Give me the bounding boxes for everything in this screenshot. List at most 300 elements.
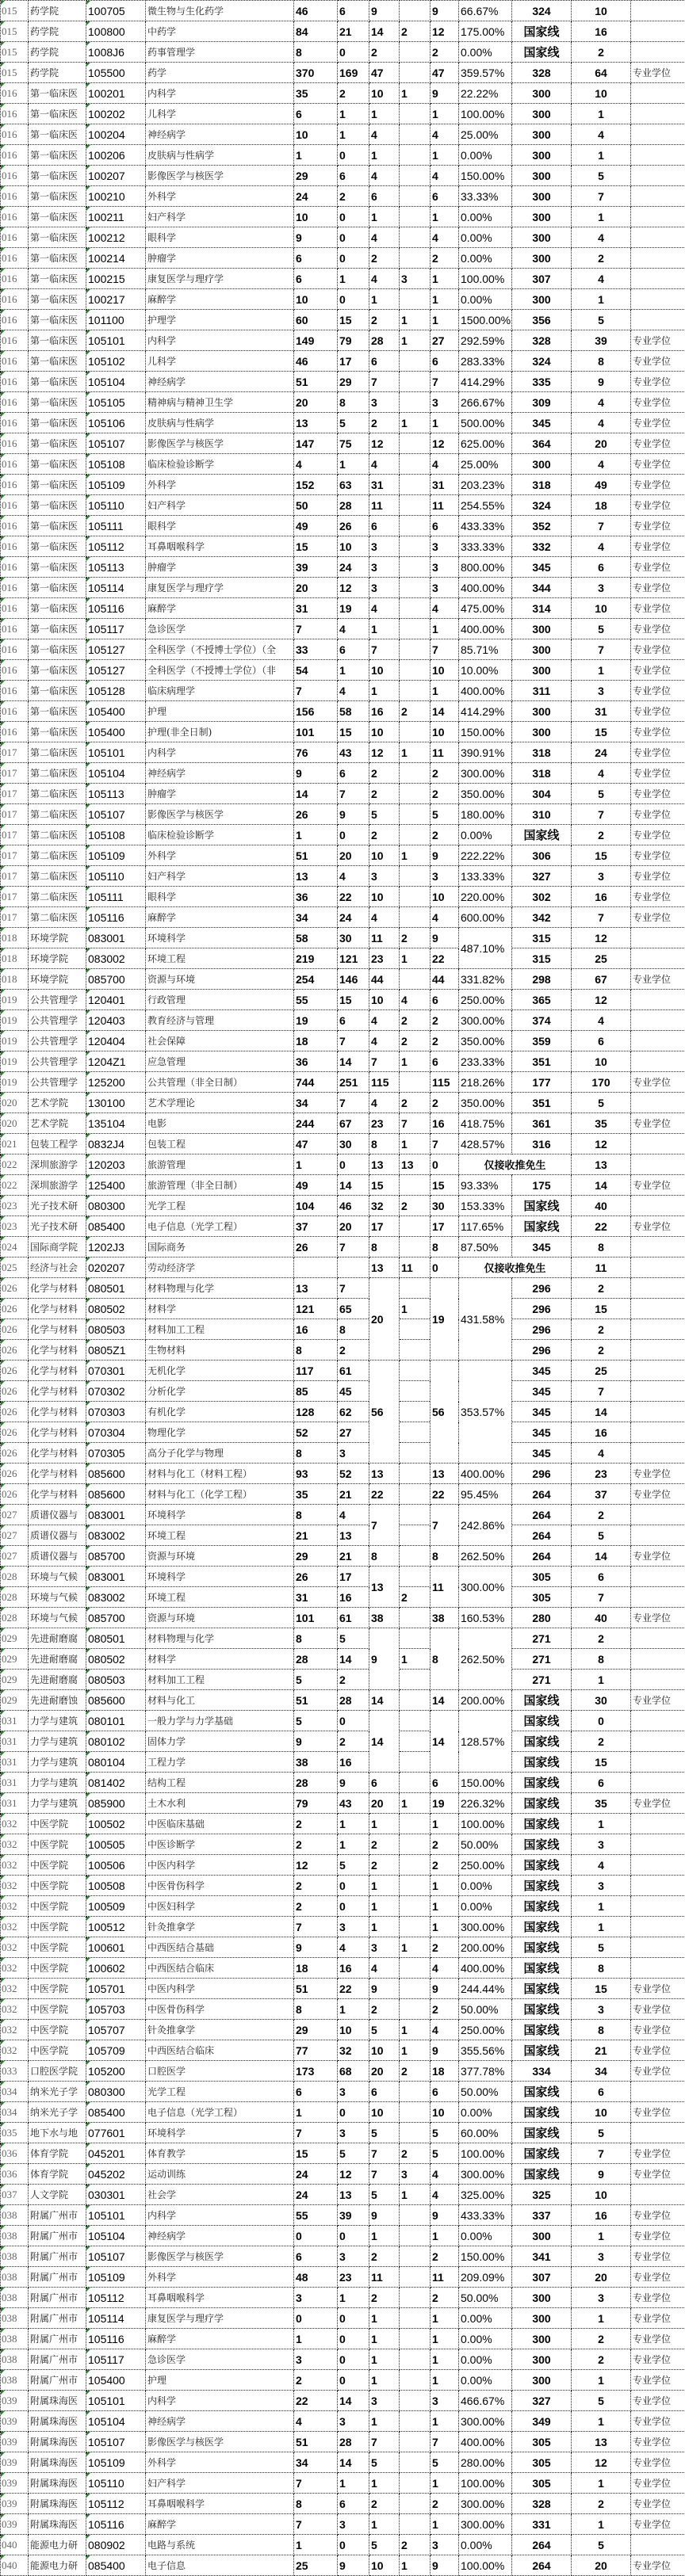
exempt-cell xyxy=(400,578,431,598)
ratio-cell: 300.00% xyxy=(459,763,512,784)
exempt-cell: 2 xyxy=(400,1031,431,1051)
exam-quota-cell: 22 xyxy=(431,1484,459,1505)
applicants-cell: 22 xyxy=(294,2391,338,2411)
score-line-cell: 300 xyxy=(512,660,572,681)
quota-cell: 13 xyxy=(369,1567,400,1608)
qualified-cell: 16 xyxy=(338,1958,369,1979)
exam-quota-cell: 8 xyxy=(431,1628,459,1690)
major-name-cell: 中医内科学 xyxy=(146,1979,294,1999)
major-name-cell: 中医骨伤科学 xyxy=(146,1999,294,2020)
major-name-cell: 临床检验诊断学 xyxy=(146,454,294,475)
exam-quota-cell: 14 xyxy=(431,1690,459,1711)
admitted-cell: 3 xyxy=(572,1999,631,2020)
major-code-cell: 045201 xyxy=(86,2143,146,2164)
exempt-cell xyxy=(400,1690,431,1711)
admitted-cell: 7 xyxy=(572,804,631,825)
college-code-cell: 031 xyxy=(1,1711,29,1731)
admitted-cell: 3 xyxy=(572,578,631,598)
college-code-cell: 026 xyxy=(1,1340,29,1361)
admitted-cell: 0 xyxy=(572,1711,631,1731)
score-line-cell: 271 xyxy=(512,1628,572,1649)
exempt-cell xyxy=(400,2226,431,2246)
admitted-cell: 4 xyxy=(572,227,631,248)
degree-type-cell xyxy=(631,1834,685,1855)
ratio-cell: 0.00% xyxy=(459,825,512,845)
degree-type-cell xyxy=(631,1237,685,1257)
degree-type-cell xyxy=(631,1814,685,1834)
ratio-cell: 10.00% xyxy=(459,660,512,681)
ratio-cell: 0.00% xyxy=(459,2308,512,2329)
table-row xyxy=(1,845,685,866)
college-name-cell: 第二临床医 xyxy=(29,763,86,784)
major-code-cell: 105128 xyxy=(86,681,146,701)
college-name-cell: 附属广州市 xyxy=(29,2308,86,2329)
major-code-cell: 070305 xyxy=(86,1443,146,1464)
admitted-cell: 4 xyxy=(572,454,631,475)
admitted-cell: 5 xyxy=(572,2391,631,2411)
college-name-cell: 附属珠海医 xyxy=(29,2432,86,2452)
qualified-cell: 68 xyxy=(338,2061,369,2082)
exam-quota-cell: 1 xyxy=(431,269,459,289)
ratio-cell: 350.00% xyxy=(459,1093,512,1113)
exam-quota-cell: 115 xyxy=(431,1072,459,1093)
admitted-cell: 5 xyxy=(572,1093,631,1113)
degree-type-cell xyxy=(631,948,685,969)
applicants-cell: 8 xyxy=(294,1999,338,2020)
qualified-cell: 22 xyxy=(338,887,369,907)
admitted-cell: 20 xyxy=(572,433,631,454)
qualified-cell: 29 xyxy=(338,372,369,392)
college-name-cell: 第二临床医 xyxy=(29,804,86,825)
applicants-cell: 13 xyxy=(294,866,338,887)
exam-quota-cell: 19 xyxy=(431,1793,459,1814)
exam-quota-cell: 6 xyxy=(431,2082,459,2102)
table-row xyxy=(1,310,685,330)
exam-quota-cell: 10 xyxy=(431,2102,459,2123)
score-line-cell: 365 xyxy=(512,990,572,1010)
score-line-cell: 349 xyxy=(512,2411,572,2432)
qualified-cell: 30 xyxy=(338,928,369,948)
score-line-cell: 309 xyxy=(512,392,572,413)
table-row xyxy=(1,763,685,784)
admitted-cell: 10 xyxy=(572,2185,631,2205)
qualified-cell: 14 xyxy=(338,1051,369,1072)
exam-quota-cell: 2 xyxy=(431,763,459,784)
admitted-cell: 4 xyxy=(572,1855,631,1876)
ratio-cell: 0.00% xyxy=(459,2226,512,2246)
college-name-cell: 附属珠海医 xyxy=(29,2452,86,2473)
score-line-cell: 305 xyxy=(512,2473,572,2494)
degree-type-cell xyxy=(631,1340,685,1361)
exempt-cell xyxy=(400,969,431,990)
exam-quota-cell: 19 xyxy=(431,1278,459,1361)
exam-quota-cell: 56 xyxy=(431,1361,459,1464)
ratio-cell: 233.33% xyxy=(459,1051,512,1072)
applicants-cell: 19 xyxy=(294,1010,338,1031)
major-name-cell: 精神病与精神卫生学 xyxy=(146,392,294,413)
degree-type-cell: 专业学位 xyxy=(631,681,685,701)
applicants-cell: 31 xyxy=(294,598,338,619)
major-name-cell: 中医骨伤科学 xyxy=(146,1876,294,1896)
score-line-cell: 325 xyxy=(512,2185,572,2205)
qualified-cell: 27 xyxy=(338,1422,369,1443)
college-code-cell: 038 xyxy=(1,2205,29,2226)
major-code-cell: 080503 xyxy=(86,1670,146,1690)
score-line-cell: 300 xyxy=(512,2288,572,2308)
qualified-cell: 6 xyxy=(338,1010,369,1031)
ratio-cell: 仅接收推免生 xyxy=(459,1257,572,1278)
major-name-cell: 针灸推拿学 xyxy=(146,2020,294,2040)
exempt-cell xyxy=(400,2411,431,2432)
score-line-cell: 271 xyxy=(512,1649,572,1670)
major-name-cell: 麻醉学 xyxy=(146,598,294,619)
table-row xyxy=(1,2432,685,2452)
applicants-cell: 49 xyxy=(294,516,338,536)
degree-type-cell: 专业学位 xyxy=(631,2102,685,2123)
applicants-cell: 79 xyxy=(294,1793,338,1814)
major-code-cell: 120403 xyxy=(86,1010,146,1031)
exempt-cell xyxy=(400,1546,431,1567)
degree-type-cell xyxy=(631,269,685,289)
college-name-cell: 附属珠海医 xyxy=(29,2494,86,2514)
degree-type-cell xyxy=(631,1010,685,1031)
degree-type-cell xyxy=(631,124,685,145)
major-name-cell: 外科学 xyxy=(146,2267,294,2288)
exempt-cell xyxy=(400,825,431,845)
score-line-cell: 316 xyxy=(512,1134,572,1154)
admitted-cell: 8 xyxy=(572,1958,631,1979)
major-name-cell: 公共管理（非全日制） xyxy=(146,1072,294,1093)
score-line-cell: 296 xyxy=(512,1278,572,1299)
college-name-cell: 深圳旅游学 xyxy=(29,1175,86,1196)
degree-type-cell xyxy=(631,1711,685,1731)
admitted-cell: 6 xyxy=(572,2082,631,2102)
major-code-cell: 070302 xyxy=(86,1381,146,1402)
admitted-cell: 6 xyxy=(572,1773,631,1793)
quota-cell: 9 xyxy=(369,1979,400,1999)
degree-type-cell xyxy=(631,1937,685,1958)
applicants-cell: 26 xyxy=(294,804,338,825)
quota-cell: 13 xyxy=(369,1154,400,1175)
college-code-cell: 016 xyxy=(1,495,29,516)
quota-cell: 7 xyxy=(369,2143,400,2164)
college-code-cell: 032 xyxy=(1,1834,29,1855)
applicants-cell: 93 xyxy=(294,1464,338,1484)
major-code-cell: 105703 xyxy=(86,1999,146,2020)
applicants-cell: 2 xyxy=(294,1876,338,1896)
quota-cell: 1 xyxy=(369,289,400,310)
major-name-cell: 电子信息（光学工程） xyxy=(146,2102,294,2123)
ratio-cell: 153.33% xyxy=(459,1196,512,1216)
ratio-cell: 0.00% xyxy=(459,227,512,248)
admitted-cell: 1 xyxy=(572,2226,631,2246)
admitted-cell: 10 xyxy=(572,83,631,104)
admitted-cell: 25 xyxy=(572,1361,631,1381)
major-name-cell: 妇产科学 xyxy=(146,2473,294,2494)
admitted-cell: 1 xyxy=(572,104,631,124)
applicants-cell: 1 xyxy=(294,145,338,166)
exempt-cell xyxy=(400,1505,431,1525)
table-row xyxy=(1,2473,685,2494)
major-code-cell: 080503 xyxy=(86,1319,146,1340)
college-code-cell: 016 xyxy=(1,248,29,269)
major-code-cell: 100505 xyxy=(86,1834,146,1855)
exam-quota-cell: 1 xyxy=(431,2329,459,2349)
exempt-cell xyxy=(400,1567,431,1587)
college-name-cell: 药学院 xyxy=(29,1,86,21)
qualified-cell: 24 xyxy=(338,907,369,928)
admitted-cell: 4 xyxy=(572,536,631,557)
applicants-cell: 152 xyxy=(294,475,338,495)
applicants-cell: 18 xyxy=(294,1958,338,1979)
exempt-cell xyxy=(400,1361,431,1381)
admitted-cell: 2 xyxy=(572,2329,631,2349)
applicants-cell: 29 xyxy=(294,1546,338,1567)
score-line-cell: 296 xyxy=(512,1319,572,1340)
major-name-cell: 材料学 xyxy=(146,1299,294,1319)
exempt-cell xyxy=(400,2494,431,2514)
applicants-cell: 36 xyxy=(294,1051,338,1072)
score-line-cell: 300 xyxy=(512,639,572,660)
ratio-cell: 300.00% xyxy=(459,2164,512,2185)
college-code-cell: 019 xyxy=(1,1051,29,1072)
major-code-cell: 105101 xyxy=(86,330,146,351)
exempt-cell: 4 xyxy=(400,990,431,1010)
qualified-cell: 22 xyxy=(338,1979,369,1999)
admitted-cell: 16 xyxy=(572,887,631,907)
applicants-cell: 9 xyxy=(294,763,338,784)
score-line-cell: 318 xyxy=(512,742,572,763)
quota-cell: 1 xyxy=(369,1917,400,1937)
exam-quota-cell: 1 xyxy=(431,1814,459,1834)
quota-cell: 2 xyxy=(369,2246,400,2267)
admitted-cell: 3 xyxy=(572,681,631,701)
ratio-cell: 133.33% xyxy=(459,866,512,887)
major-code-cell: 105109 xyxy=(86,2267,146,2288)
applicants-cell: 49 xyxy=(294,1175,338,1196)
major-name-cell: 妇产科学 xyxy=(146,207,294,227)
college-code-cell: 015 xyxy=(1,42,29,63)
college-code-cell: 032 xyxy=(1,1876,29,1896)
ratio-cell: 300.00% xyxy=(459,2494,512,2514)
table-row xyxy=(1,166,685,186)
ratio-cell: 325.00% xyxy=(459,2185,512,2205)
ratio-cell: 250.00% xyxy=(459,1855,512,1876)
degree-type-cell xyxy=(631,1525,685,1546)
exempt-cell xyxy=(400,1278,431,1299)
table-row xyxy=(1,1773,685,1793)
admitted-cell: 16 xyxy=(572,1422,631,1443)
exempt-cell xyxy=(400,619,431,639)
table-row xyxy=(1,1134,685,1154)
qualified-cell: 0 xyxy=(338,42,369,63)
table-row xyxy=(1,1278,685,1299)
degree-type-cell xyxy=(631,1154,685,1175)
exempt-cell xyxy=(400,454,431,475)
table-row xyxy=(1,804,685,825)
college-name-cell: 第二临床医 xyxy=(29,887,86,907)
exam-quota-cell: 2 xyxy=(431,2288,459,2308)
ratio-cell: 400.00% xyxy=(459,1464,512,1484)
table-row xyxy=(1,2102,685,2123)
quota-cell: 1 xyxy=(369,104,400,124)
qualified-cell: 0 xyxy=(338,248,369,269)
score-line-cell: 318 xyxy=(512,763,572,784)
major-code-cell: 100509 xyxy=(86,1896,146,1917)
score-line-cell: 328 xyxy=(512,2494,572,2514)
degree-type-cell xyxy=(631,1381,685,1402)
major-name-cell: 中西医结合基础 xyxy=(146,1937,294,1958)
admitted-cell: 2 xyxy=(572,1278,631,1299)
applicants-cell: 25 xyxy=(294,2555,338,2576)
college-code-cell: 032 xyxy=(1,2040,29,2061)
degree-type-cell xyxy=(631,1422,685,1443)
admitted-cell: 7 xyxy=(572,186,631,207)
exempt-cell xyxy=(400,2452,431,2473)
college-name-cell: 公共管理学 xyxy=(29,1031,86,1051)
college-code-cell: 016 xyxy=(1,536,29,557)
major-code-cell: 100204 xyxy=(86,124,146,145)
table-row xyxy=(1,1319,685,1340)
major-code-cell: 100508 xyxy=(86,1876,146,1896)
exempt-cell: 2 xyxy=(400,928,431,948)
exempt-cell xyxy=(400,2102,431,2123)
college-code-cell: 016 xyxy=(1,207,29,227)
college-name-cell: 力学与建筑 xyxy=(29,1752,86,1773)
applicants-cell: 8 xyxy=(294,1443,338,1464)
degree-type-cell: 专业学位 xyxy=(631,1546,685,1567)
qualified-cell: 46 xyxy=(338,1196,369,1216)
exempt-cell xyxy=(400,2288,431,2308)
exam-quota-cell: 11 xyxy=(431,2267,459,2288)
ratio-cell: 350.00% xyxy=(459,1031,512,1051)
table-row xyxy=(1,990,685,1010)
quota-cell: 4 xyxy=(369,124,400,145)
ratio-cell: 仅接收推免生 xyxy=(459,1154,572,1175)
qualified-cell: 3 xyxy=(338,2082,369,2102)
ratio-cell: 487.10% xyxy=(459,928,512,969)
table-row xyxy=(1,1257,685,1278)
major-name-cell: 环境工程 xyxy=(146,948,294,969)
college-name-cell: 中医学院 xyxy=(29,1937,86,1958)
quota-cell: 1 xyxy=(369,207,400,227)
college-name-cell: 第一临床医 xyxy=(29,536,86,557)
degree-type-cell xyxy=(631,1505,685,1525)
exempt-cell xyxy=(400,1917,431,1937)
table-row xyxy=(1,2164,685,2185)
score-line-cell: 国家线 xyxy=(512,2020,572,2040)
admitted-cell: 15 xyxy=(572,1979,631,1999)
major-name-cell: 教育经济与管理 xyxy=(146,1010,294,1031)
college-code-cell: 015 xyxy=(1,21,29,42)
applicants-cell: 219 xyxy=(294,948,338,969)
quota-cell: 5 xyxy=(369,804,400,825)
exam-quota-cell: 5 xyxy=(431,2123,459,2143)
qualified-cell: 12 xyxy=(338,2164,369,2185)
college-name-cell: 中医学院 xyxy=(29,1958,86,1979)
exam-quota-cell: 1 xyxy=(431,1876,459,1896)
score-line-cell: 国家线 xyxy=(512,2123,572,2143)
exam-quota-cell: 2 xyxy=(431,2494,459,2514)
table-row xyxy=(1,330,685,351)
admitted-cell: 3 xyxy=(572,2246,631,2267)
major-name-cell: 中西医结合临床 xyxy=(146,2040,294,2061)
major-name-cell: 急诊医学 xyxy=(146,619,294,639)
exempt-cell xyxy=(400,1979,431,1999)
score-line-cell: 352 xyxy=(512,516,572,536)
table-row xyxy=(1,2226,685,2246)
applicants-cell: 744 xyxy=(294,1072,338,1093)
major-name-cell: 光学工程 xyxy=(146,2082,294,2102)
exempt-cell xyxy=(400,1422,431,1443)
qualified-cell: 146 xyxy=(338,969,369,990)
major-name-cell: 眼科学 xyxy=(146,227,294,248)
ratio-cell: 300.00% xyxy=(459,1917,512,1937)
major-name-cell: 影像医学与核医学 xyxy=(146,2246,294,2267)
exempt-cell xyxy=(400,227,431,248)
admitted-cell: 5 xyxy=(572,1937,631,1958)
ratio-cell: 22.22% xyxy=(459,83,512,104)
admitted-cell: 13 xyxy=(572,1154,631,1175)
ratio-cell: 33.33% xyxy=(459,186,512,207)
major-name-cell: 肿瘤学 xyxy=(146,557,294,578)
exempt-cell xyxy=(400,1072,431,1093)
score-line-cell: 国家线 xyxy=(512,1773,572,1793)
exempt-cell xyxy=(400,1216,431,1237)
admitted-cell: 9 xyxy=(572,372,631,392)
score-line-cell: 国家线 xyxy=(512,1814,572,1834)
major-code-cell: 070304 xyxy=(86,1422,146,1443)
major-name-cell: 外科学 xyxy=(146,475,294,495)
table-row xyxy=(1,1484,685,1505)
applicants-cell: 149 xyxy=(294,330,338,351)
college-name-cell: 中医学院 xyxy=(29,2020,86,2040)
admitted-cell: 10 xyxy=(572,2102,631,2123)
table-row xyxy=(1,784,685,804)
qualified-cell: 13 xyxy=(338,1525,369,1546)
quota-cell: 38 xyxy=(369,1608,400,1628)
major-code-cell: 100506 xyxy=(86,1855,146,1876)
degree-type-cell: 专业学位 xyxy=(631,536,685,557)
college-name-cell: 力学与建筑 xyxy=(29,1773,86,1793)
major-name-cell: 儿科学 xyxy=(146,104,294,124)
qualified-cell: 1 xyxy=(338,1999,369,2020)
quota-cell: 10 xyxy=(369,722,400,742)
major-code-cell: 085400 xyxy=(86,1216,146,1237)
college-name-cell: 第一临床医 xyxy=(29,186,86,207)
ratio-cell: 50.00% xyxy=(459,1834,512,1855)
table-row xyxy=(1,1896,685,1917)
score-line-cell: 300 xyxy=(512,2349,572,2370)
exempt-cell xyxy=(400,104,431,124)
admitted-cell: 22 xyxy=(572,1216,631,1237)
exempt-cell xyxy=(400,1814,431,1834)
score-line-cell: 300 xyxy=(512,722,572,742)
applicants-cell: 24 xyxy=(294,186,338,207)
major-name-cell: 环境科学 xyxy=(146,2123,294,2143)
major-name-cell: 社会学 xyxy=(146,2185,294,2205)
degree-type-cell xyxy=(631,248,685,269)
admitted-cell: 12 xyxy=(572,2452,631,2473)
major-code-cell: 105107 xyxy=(86,2432,146,2452)
major-code-cell: 105106 xyxy=(86,413,146,433)
applicants-cell: 6 xyxy=(294,2246,338,2267)
exam-quota-cell: 2 xyxy=(431,784,459,804)
exempt-cell xyxy=(400,1464,431,1484)
score-line-cell: 国家线 xyxy=(512,1196,572,1216)
qualified-cell: 0 xyxy=(338,145,369,166)
exempt-cell: 2 xyxy=(400,1587,431,1608)
